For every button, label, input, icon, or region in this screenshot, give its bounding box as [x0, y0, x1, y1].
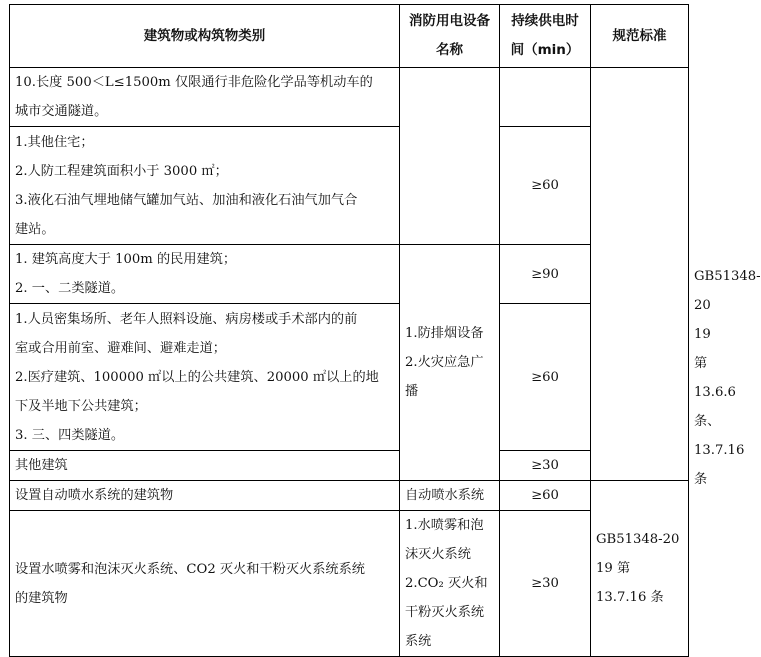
category-line: 10.长度 500＜L≤1500m 仅限通行非危险化学品等机动车的 — [15, 75, 373, 90]
category-line: 的建筑物 — [15, 590, 68, 606]
category-line: 3. 三、四类隧道。 — [15, 427, 125, 443]
device-line: 播 — [405, 384, 419, 399]
header-row — [10, 5, 689, 68]
duration-cell: ≥60 — [500, 127, 591, 245]
category-line: 3.液化石油气埋地储气罐加气站、加油和液化石油气加气合 — [15, 192, 358, 208]
category-cell — [10, 245, 400, 304]
category-line: 设置水喷雾和泡沫灭火系统、CO2 灭火和干粉灭火系统系统 — [15, 561, 365, 577]
category-line: 下及半地下公共建筑； — [15, 398, 147, 414]
category-cell — [10, 511, 400, 657]
device-cell — [400, 245, 500, 481]
device-line: 沫灭火系统 — [405, 547, 471, 562]
header-duration — [500, 5, 591, 68]
header-device-line: 名称 — [436, 42, 463, 58]
category-cell — [10, 68, 400, 127]
device-cell-empty — [400, 68, 500, 245]
category-cell — [10, 451, 400, 481]
category-cell — [10, 304, 400, 451]
device-line: 1.防排烟设备 — [405, 326, 484, 341]
duration-cell-empty — [500, 68, 591, 127]
duration-cell: ≥30 — [500, 511, 591, 657]
standard-line: 19 第 — [596, 561, 631, 576]
duration-cell: ≥90 — [500, 245, 591, 304]
device-line: 干粉灭火系统 — [405, 605, 485, 620]
category-cell — [10, 127, 400, 245]
device-line: 2.CO₂ 灭火和 — [405, 576, 488, 591]
duration-cell: ≥60 — [500, 304, 591, 451]
header-category: 建筑物或构筑物类别 — [10, 5, 400, 68]
category-line: 2.人防工程建筑面积小于 3000 ㎡； — [15, 163, 228, 179]
duration-cell: ≥30 — [500, 451, 591, 481]
standard-cell-empty — [591, 68, 689, 481]
standard-line: 13.7.16 条 — [596, 590, 664, 605]
table-row — [10, 304, 689, 451]
device-line: 自动喷水系统 — [405, 488, 485, 503]
category-line: 室或合用前室、避难间、避难走道； — [15, 340, 226, 356]
category-line: 城市交通隧道。 — [15, 104, 108, 119]
device-line: 2.火灾应急广 — [405, 355, 484, 370]
category-line: 2. 一、二类隧道。 — [15, 281, 125, 296]
category-line: 1.其他住宅； — [15, 134, 94, 150]
table-row — [10, 451, 689, 481]
spec-table-wrapper — [9, 4, 761, 657]
device-line: 1.水喷雾和泡 — [405, 518, 484, 533]
category-line: 其他建筑 — [15, 458, 68, 473]
category-line: 设置自动喷水系统的建筑物 — [15, 488, 174, 503]
category-line: 1.人员密集场所、老年人照料设施、病房楼或手术部内的前 — [15, 311, 358, 327]
table-row — [10, 127, 689, 245]
header-device-line: 消防用电设备 — [409, 13, 490, 29]
device-line: 系统 — [405, 634, 432, 649]
category-cell — [10, 481, 400, 511]
header-standard: 规范标准 — [591, 5, 689, 68]
table-row — [10, 481, 689, 511]
header-duration-line: 持续供电时 — [511, 13, 579, 29]
device-cell — [400, 511, 500, 657]
fire-power-supply-table — [9, 4, 761, 657]
standard-cell — [591, 481, 689, 657]
table-row — [10, 68, 689, 127]
table-row — [10, 511, 689, 657]
duration-cell: ≥60 — [500, 481, 591, 511]
category-line: 建站。 — [15, 221, 55, 237]
header-device — [400, 5, 500, 68]
table-row: 1. 建筑高度大于 100m 的民用建筑； 2. 一、二类隧道。 1.防排烟设备 2.火灾应急广 播 ≥90 GB51348-20 19 第 13.6.6 条、13.7.16 条 — [10, 245, 689, 304]
device-cell — [400, 481, 500, 511]
standard-line: GB51348-20 — [596, 532, 680, 547]
category-line: 2.医疗建筑、100000 ㎡以上的公共建筑、20000 ㎡以上的地 — [15, 369, 379, 385]
category-line: 1. 建筑高度大于 100m 的民用建筑； — [15, 252, 237, 267]
header-duration-line: 间（min） — [510, 42, 580, 58]
